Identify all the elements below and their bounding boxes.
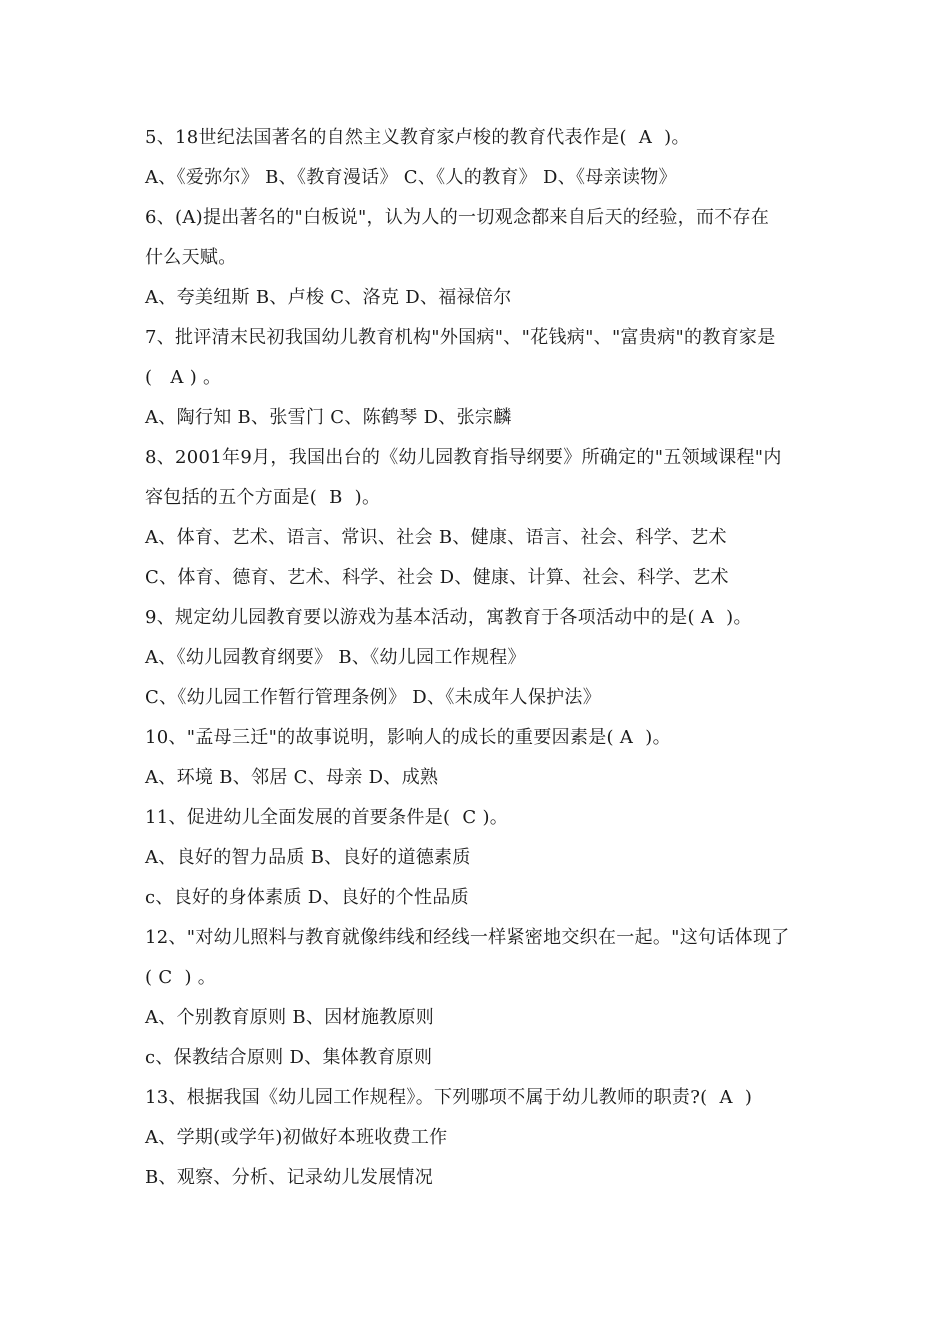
question-12-continued: ( C ) 。 <box>145 967 217 988</box>
question-13: 13、根据我国《幼儿园工作规程》。下列哪项不属于幼儿教师的职责?( A ) <box>145 1087 753 1108</box>
question-11: 11、促进幼儿全面发展的首要条件是( C )。 <box>145 807 509 828</box>
question-6-continued: 什么天赋。 <box>145 247 237 268</box>
question-10: 10、"孟母三迁"的故事说明，影响人的成长的重要因素是( A )。 <box>145 727 671 748</box>
question-9-options-cd: C、《幼儿园工作暂行管理条例》 D、《未成年人保护法》 <box>145 687 602 708</box>
question-8: 8、2001年9月，我国出台的《幼儿园教育指导纲要》所确定的"五领域课程"内 <box>145 447 782 468</box>
question-11-options-cd: c、良好的身体素质 D、良好的个性品质 <box>145 887 469 908</box>
question-7-continued: ( A ) 。 <box>145 367 222 388</box>
question-8-options-ab: A、体育、艺术、语言、常识、社会 B、健康、语言、社会、科学、艺术 <box>145 527 727 548</box>
question-7-options: A、陶行知 B、张雪门 C、陈鹤琴 D、张宗麟 <box>145 407 512 428</box>
question-12: 12、"对幼儿照料与教育就像纬线和经线一样紧密地交织在一起。"这句话体现了 <box>145 927 790 948</box>
question-9: 9、规定幼儿园教育要以游戏为基本活动，寓教育于各项活动中的是( A )。 <box>145 607 752 628</box>
question-8-options-cd: C、体育、德育、艺术、科学、社会 D、健康、计算、社会、科学、艺术 <box>145 567 729 588</box>
question-12-options-ab: A、个别教育原则 B、因材施教原则 <box>145 1007 435 1028</box>
question-8-continued: 容包括的五个方面是( B )。 <box>145 487 381 508</box>
question-6-options: A、夸美纽斯 B、卢梭 C、洛克 D、福禄倍尔 <box>145 287 512 308</box>
question-5: 5、18世纪法国著名的自然主义教育家卢梭的教育代表作是( A )。 <box>145 127 690 148</box>
question-12-options-cd: c、保教结合原则 D、集体教育原则 <box>145 1047 433 1068</box>
document-body <box>145 118 815 1198</box>
question-13-option-b: B、观察、分析、记录幼儿发展情况 <box>145 1167 434 1188</box>
question-10-options: A、环境 B、邻居 C、母亲 D、成熟 <box>145 767 439 788</box>
question-6: 6、(A)提出著名的"白板说"，认为人的一切观念都来自后天的经验，而不存在 <box>145 207 770 228</box>
question-9-options-ab: A、《幼儿园教育纲要》 B、《幼儿园工作规程》 <box>145 647 526 668</box>
question-13-option-a: A、学期(或学年)初做好本班收费工作 <box>145 1127 448 1148</box>
question-7: 7、批评清末民初我国幼儿教育机构"外国病"、"花钱病"、"富贵病"的教育家是 <box>145 327 776 348</box>
question-11-options-ab: A、良好的智力品质 B、良好的道德素质 <box>145 847 471 868</box>
question-5-options: A、《爱弥尔》 B、《教育漫话》 C、《人的教育》 D、《母亲读物》 <box>145 167 677 188</box>
